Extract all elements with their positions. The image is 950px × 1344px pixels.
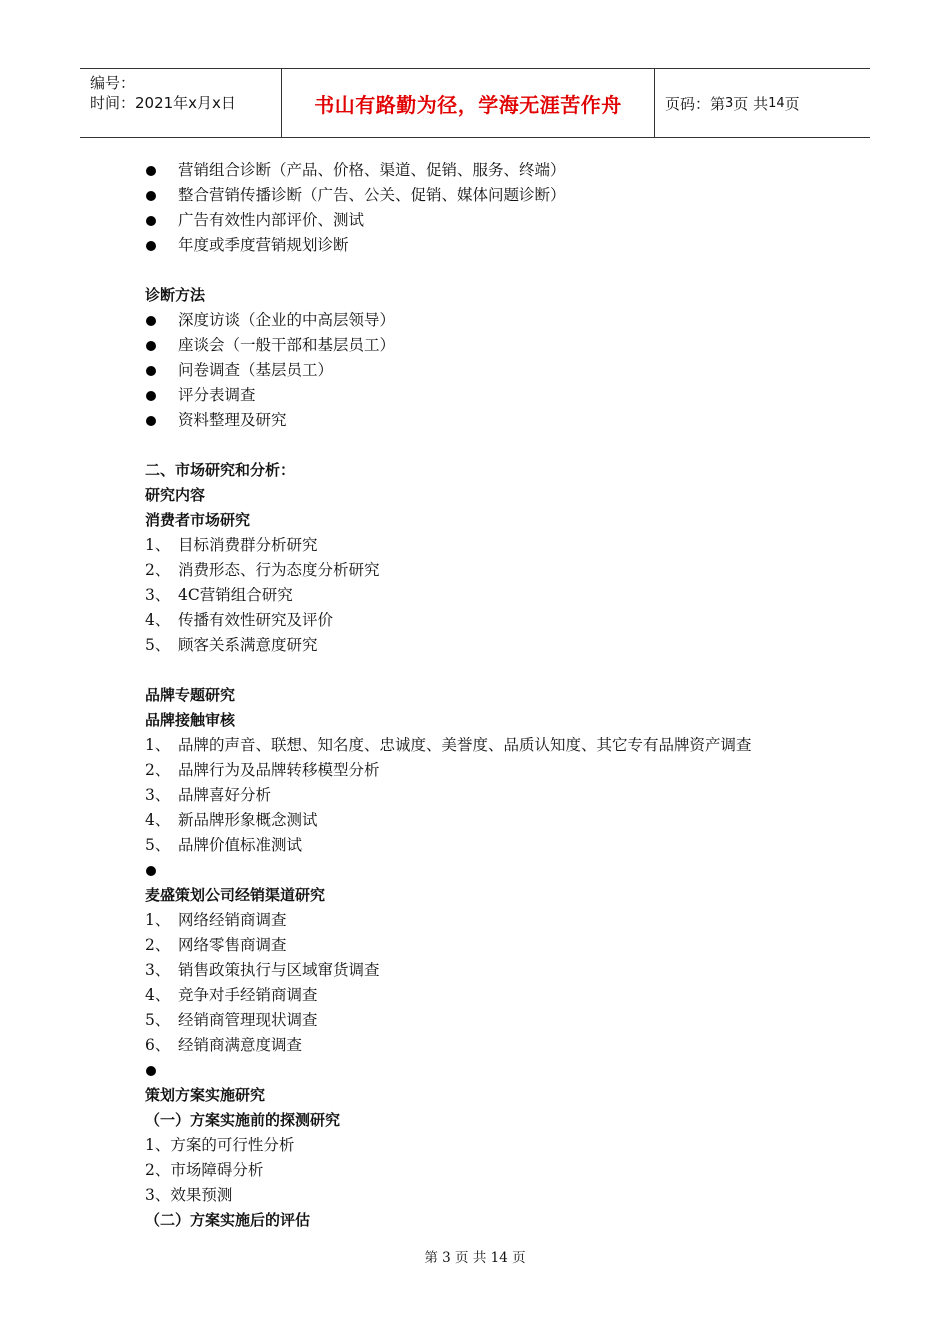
list-item: 评分表调查 [145, 383, 845, 408]
subsection-heading: 麦盛策划公司经销渠道研究 [145, 886, 326, 904]
section-heading: 二、市场研究和分析： [145, 461, 296, 479]
bullet-icon [146, 341, 156, 351]
bullet-icon [146, 366, 156, 376]
page-prefix: 页码：第 [665, 94, 726, 113]
list-item: 问卷调查（基层员工） [145, 358, 845, 383]
numbered-item: 3、 4C营销组合研究 [145, 586, 293, 604]
section-heading: 诊断方法 [145, 286, 206, 304]
list-item [145, 1058, 845, 1083]
list-item: 座谈会（一般干部和基层员工） [145, 333, 845, 358]
numbered-item: 2、市场障碍分析 [145, 1161, 264, 1179]
numbered-item: 1、 品牌的声音、联想、知名度、忠诚度、美誉度、品质认知度、其它专有品牌资产调查 [145, 736, 752, 754]
numbered-item: 1、 目标消费群分析研究 [145, 536, 318, 554]
bullet-icon [146, 866, 156, 876]
numbered-item: 1、 网络经销商调查 [145, 911, 287, 929]
doc-time-label: 时间：2021年x月x日 [90, 94, 236, 112]
numbered-item: 4、 新品牌形象概念测试 [145, 811, 318, 829]
doc-id-label: 编号： [90, 74, 136, 92]
bullet-icon [146, 316, 156, 326]
bullet-icon [146, 391, 156, 401]
page-footer: 第 3 页 共 14 页 [424, 1250, 526, 1266]
bullet-icon [146, 216, 156, 226]
page-total: 14 [768, 95, 785, 111]
list-item [145, 858, 845, 883]
header-motto: 书山有路勤为径，学海无涯苦作舟 [314, 92, 622, 117]
list-item: 营销组合诊断（产品、价格、渠道、促销、服务、终端） [145, 158, 845, 183]
list-item: 年度或季度营销规划诊断 [145, 233, 845, 258]
header-meta [80, 69, 282, 137]
subsection-heading: 策划方案实施研究 [145, 1086, 266, 1104]
subsection-heading: 品牌专题研究 [145, 686, 236, 704]
page-number: 3 [725, 95, 734, 111]
numbered-item: 1、方案的可行性分析 [145, 1136, 295, 1154]
header-motto-cell [282, 69, 655, 137]
bullet-icon [146, 1066, 156, 1076]
subsection-heading: 消费者市场研究 [145, 511, 251, 529]
list-item: 深度访谈（企业的中高层领导） [145, 308, 845, 333]
subsection-heading: （一）方案实施前的探测研究 [145, 1111, 341, 1129]
numbered-item: 5、 顾客关系满意度研究 [145, 636, 318, 654]
numbered-item: 2、 消费形态、行为态度分析研究 [145, 561, 380, 579]
numbered-item: 4、 竞争对手经销商调查 [145, 986, 318, 1004]
header-page-info [655, 69, 870, 137]
numbered-item: 5、 经销商管理现状调查 [145, 1011, 318, 1029]
numbered-item: 2、 品牌行为及品牌转移模型分析 [145, 761, 380, 779]
numbered-item: 4、 传播有效性研究及评价 [145, 611, 334, 629]
numbered-item: 6、 经销商满意度调查 [145, 1036, 303, 1054]
bullet-icon [146, 416, 156, 426]
bullet-icon [146, 191, 156, 201]
numbered-item: 3、效果预测 [145, 1186, 233, 1204]
numbered-item: 3、 品牌喜好分析 [145, 786, 272, 804]
numbered-item: 5、 品牌价值标准测试 [145, 836, 303, 854]
subsection-heading: 研究内容 [145, 486, 206, 504]
bullet-icon [146, 241, 156, 251]
document-body [145, 158, 845, 1233]
page-mid: 页 共 [733, 94, 769, 113]
subsection-heading: 品牌接触审核 [145, 711, 236, 729]
page-suffix: 页 [784, 94, 800, 113]
list-item: 整合营销传播诊断（广告、公关、促销、媒体问题诊断） [145, 183, 845, 208]
numbered-item: 3、 销售政策执行与区域窜货调查 [145, 961, 380, 979]
numbered-item: 2、 网络零售商调查 [145, 936, 287, 954]
bullet-icon [146, 166, 156, 176]
page-header [80, 68, 870, 138]
list-item: 广告有效性内部评价、测试 [145, 208, 845, 233]
subsection-heading: （二）方案实施后的评估 [145, 1211, 311, 1229]
list-item: 资料整理及研究 [145, 408, 845, 433]
